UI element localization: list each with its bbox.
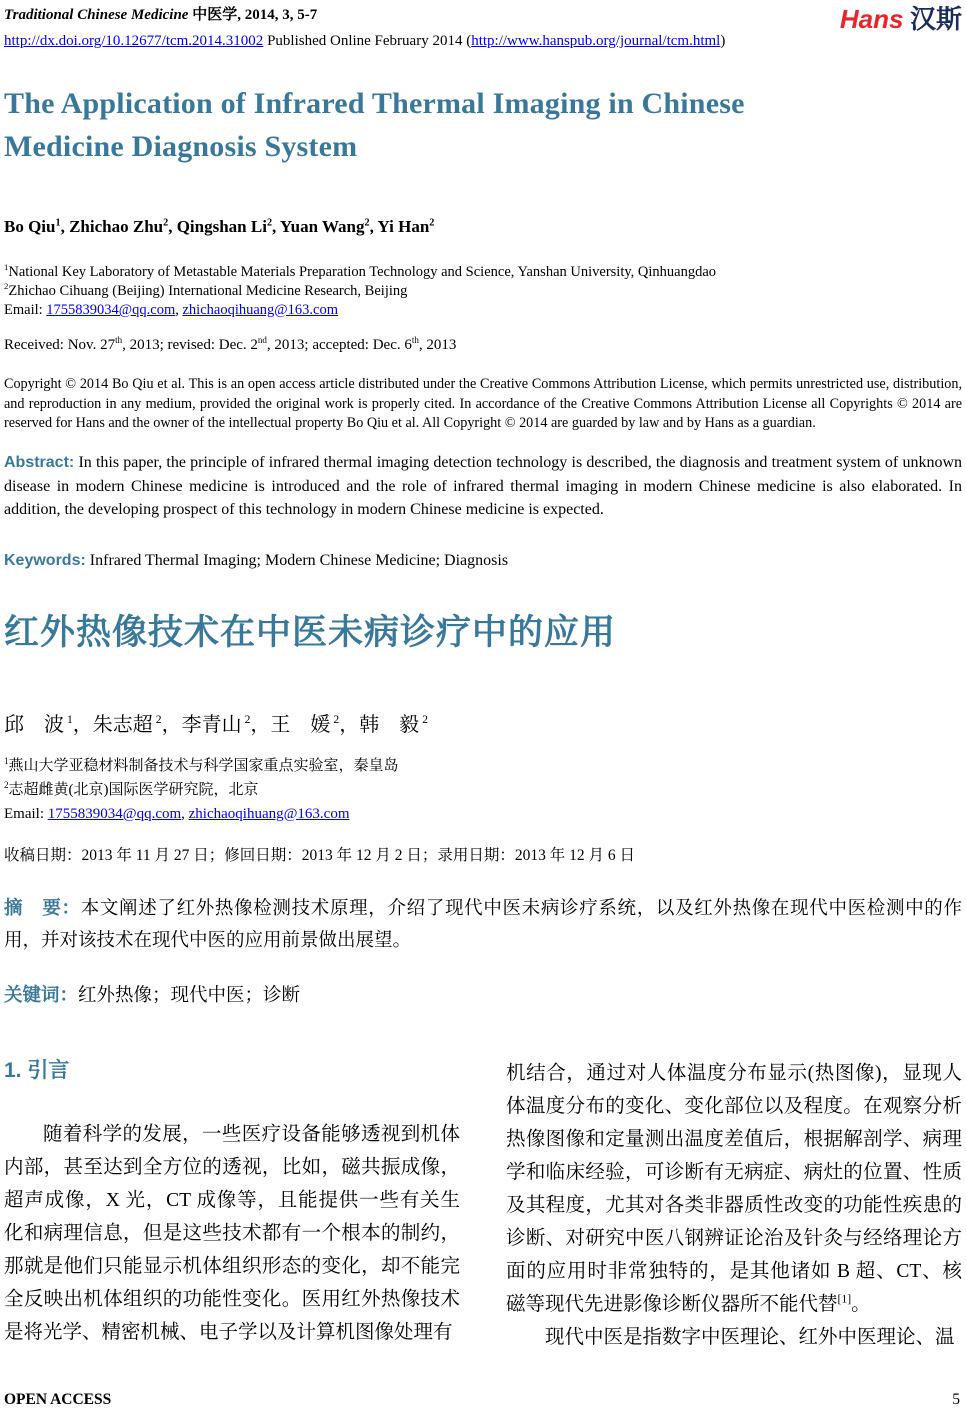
doi-line	[4, 31, 725, 52]
author-name: 朱志超	[92, 713, 153, 736]
doi-link[interactable]: http://dx.doi.org/10.12677/tcm.2014.31002	[4, 33, 264, 49]
email-separator: ,	[175, 302, 183, 318]
keywords-label-en: Keywords:	[4, 551, 86, 569]
author-affil-sup: 2	[364, 217, 370, 229]
article-title-line2: Medicine Diagnosis System	[4, 130, 358, 163]
paragraph-text: 机结合，通过对人体温度分布显示(热图像)，显现人体温度分布的变化、变化部位以及程度。在观察分析热像图像和定量测出温度差值后，根据解剖学、病理学和临床经验，可诊断有无病症、病灶的位置、性质及其程度，尤其对各类非器质性改变的功能性疾患的诊断、对研究中医八钢辨证论治及针灸与经络理论方面的应用时非常独特的，是其他诸如 B 超、CT、核磁等现代先进影像诊断仪器所不能代替	[506, 1062, 962, 1315]
received-seg: , 2013; revised: Dec. 2	[122, 337, 258, 353]
author-zh	[93, 714, 182, 736]
author-sep: ，	[161, 713, 182, 736]
right-column	[506, 1057, 962, 1354]
affil-sup: 2	[4, 281, 9, 292]
author-name: Bo Qiu	[4, 217, 56, 236]
author-sep: ,	[168, 217, 177, 236]
ordinal-sup: th	[115, 335, 123, 345]
received-dates-zh: 收稿日期：2013 年 11 月 27 日；修回日期：2013 年 12 月 2 日；录用日期：2013 年 12 月 6 日	[4, 846, 636, 864]
received-dates-en	[4, 337, 962, 354]
author-name: 王 媛	[270, 713, 331, 736]
abstract-label-en: Abstract:	[4, 454, 75, 472]
author-affil-sup: 2	[163, 217, 169, 229]
section-1-paragraph-right-2: 现代中医是指数字中医理论、红外中医理论、温	[545, 1326, 955, 1348]
received-seg: , 2013; accepted: Dec. 6	[266, 337, 412, 353]
affil-text: 燕山大学亚稳材料制备技术与科学国家重点实验室，秦皇岛	[8, 757, 399, 774]
author-en	[177, 217, 280, 236]
affil-text: Zhichao Cihuang (Beijing) International Medicine Research, Beijing	[8, 283, 408, 299]
section-1-heading: 1. 引言	[4, 1058, 70, 1082]
keywords-text-zh: 红外热像；现代中医；诊断	[78, 985, 301, 1006]
author-affil-sup: 2	[429, 217, 435, 229]
author-sep: ,	[60, 217, 70, 236]
email-label: Email:	[4, 302, 47, 318]
authors-zh	[4, 708, 962, 737]
keywords-label-zh: 关键词：	[4, 983, 79, 1005]
email-link-163[interactable]: zhichaoqihuang@163.com	[188, 805, 350, 822]
journal-title-line	[4, 5, 725, 26]
author-affil-sup: 1	[55, 217, 61, 229]
author-zh	[270, 714, 359, 736]
email-separator: ,	[181, 805, 189, 822]
author-affil-sup: 2	[266, 217, 273, 229]
section-1-paragraph-right-1	[506, 1057, 962, 1321]
received-seg: , 2013	[418, 337, 457, 353]
body-columns	[4, 1057, 962, 1354]
received-seg: Received: Nov. 27	[4, 337, 116, 353]
author-en	[4, 217, 69, 236]
open-access-label: OPEN ACCESS	[4, 1391, 112, 1408]
author-name: Yi Han	[377, 217, 430, 236]
author-en	[377, 217, 434, 236]
abstract-text-zh: 本文阐述了红外热像检测技术原理，介绍了现代中医未病诊疗系统，以及红外热像在现代中医检测中的作用，并对该技术在现代中医的应用前景做出展望。	[4, 898, 962, 951]
ordinal-sup: th	[411, 335, 419, 345]
affil-text: National Key Laboratory of Metastable Materials Preparation Technology and Science, Yanshan University, Qinhuangdao	[8, 264, 717, 280]
author-sep: ，	[339, 713, 360, 736]
author-name: Zhichao Zhu	[69, 217, 164, 236]
hans-logo-latin: Hans	[839, 4, 904, 34]
author-name: Yuan Wang	[279, 217, 365, 236]
email-line-en	[4, 301, 962, 320]
author-name: 韩 毅	[359, 713, 420, 736]
author-sep: ，	[250, 713, 271, 736]
page-header	[4, 5, 962, 52]
email-link-qq[interactable]: 1755839034@qq.com	[46, 302, 176, 318]
left-column	[4, 1057, 460, 1354]
email-label: Email:	[4, 805, 48, 822]
author-affil-sup: 1	[67, 712, 73, 726]
page-footer	[4, 1391, 960, 1409]
journal-url-link[interactable]: http://www.hanspub.org/journal/tcm.html	[471, 33, 721, 49]
ordinal-sup: nd	[257, 335, 267, 345]
affiliation-zh-1	[4, 754, 962, 778]
journal-title-zh: 中医学, 2014, 3, 5-7	[188, 7, 318, 23]
author-affil-sup: 2	[422, 712, 428, 726]
citation-ref-1: [1]	[837, 1292, 852, 1306]
abstract-text-en: In this paper, the principle of infrared thermal imaging detection technology is described, the diagnosis and treatment system of unknown disease in modern Chinese medicine is introduced and the role of infrared thermal imaging in modern Chinese medicine is also elaborated. In addition, the developing prospect of this technology in modern Chinese medicine is expected.	[4, 454, 962, 519]
abstract-zh	[4, 892, 962, 957]
abstract-en	[4, 451, 962, 522]
affil-sup: 1	[4, 262, 9, 273]
author-sep: ,	[272, 217, 280, 236]
affiliations-en	[4, 263, 962, 320]
abstract-label-zh: 摘 要：	[4, 896, 81, 918]
published-text-close: )	[720, 33, 726, 49]
author-en	[69, 217, 177, 236]
section-1-paragraph-left: 随着科学的发展，一些医疗设备能够透视到机体内部，甚至达到全方位的透视，比如，磁共振成像，超声成像，X 光，CT 成像等，且能提供一些有关生化和病理信息，但是这些技术都有一个根本的制约，那就是他们只能显示机体组织形态的变化，却不能完全反映出机体组织的功能性变化。医用红外热像技术是将光学、精密机械、电子学以及计算机图像处理有	[4, 1123, 460, 1343]
author-zh	[182, 714, 271, 736]
author-sep: ,	[369, 217, 378, 236]
email-line-zh	[4, 802, 962, 826]
hans-logo	[840, 5, 962, 34]
affil-sup: 1	[4, 755, 9, 766]
paragraph-text-end: 。	[851, 1293, 871, 1315]
affiliation-en-2	[4, 282, 962, 301]
author-name: 邱 波	[4, 713, 64, 736]
author-zh	[359, 714, 428, 736]
author-affil-sup: 2	[244, 712, 251, 726]
author-name: Qingshan Li	[176, 217, 267, 236]
article-title-zh: 红外热像技术在中医未病诊疗中的应用	[4, 612, 617, 652]
author-en	[280, 217, 378, 236]
author-affil-sup: 2	[333, 712, 340, 726]
keywords-text-en: Infrared Thermal Imaging; Modern Chinese Medicine; Diagnosis	[85, 551, 509, 569]
author-sep: ，	[72, 713, 93, 736]
email-link-163[interactable]: zhichaoqihuang@163.com	[182, 302, 338, 318]
article-title-line1: The Application of Infrared Thermal Imaging in Chinese	[4, 87, 745, 120]
copyright-notice: Copyright © 2014 Bo Qiu et al. This is an open access article distributed under the Creative Commons Attribution License, which permits unrestricted use, distribution, and reproduction in any medium, provided the original work is properly cited. In accordance of the Creative Commons Attribution License all Copyrights © 2014 are reserved for Hans and the owner of the intellectual property Bo Qiu et al. All Copyright © 2014 are guarded by law and by Hans as a guardian.	[4, 376, 962, 432]
affil-text: 志超雌黄(北京)国际医学研究院，北京	[8, 781, 259, 798]
hans-logo-hanzi: 汉斯	[909, 4, 962, 34]
keywords-zh	[4, 981, 962, 1007]
affiliation-en-1	[4, 263, 962, 282]
journal-title-en: Traditional Chinese Medicine	[4, 7, 189, 23]
article-title-en	[4, 82, 962, 168]
published-text: Published Online February 2014 (	[263, 33, 472, 49]
author-name: 李青山	[181, 713, 242, 736]
author-zh	[4, 714, 93, 736]
affiliation-zh-2	[4, 778, 962, 802]
journal-info	[4, 5, 725, 52]
affil-sup: 2	[4, 779, 9, 790]
authors-en	[4, 217, 962, 237]
email-link-qq[interactable]: 1755839034@qq.com	[47, 805, 182, 822]
keywords-en	[4, 552, 962, 570]
page-number: 5	[952, 1391, 960, 1408]
author-affil-sup: 2	[155, 712, 162, 726]
affiliations-zh	[4, 754, 962, 826]
